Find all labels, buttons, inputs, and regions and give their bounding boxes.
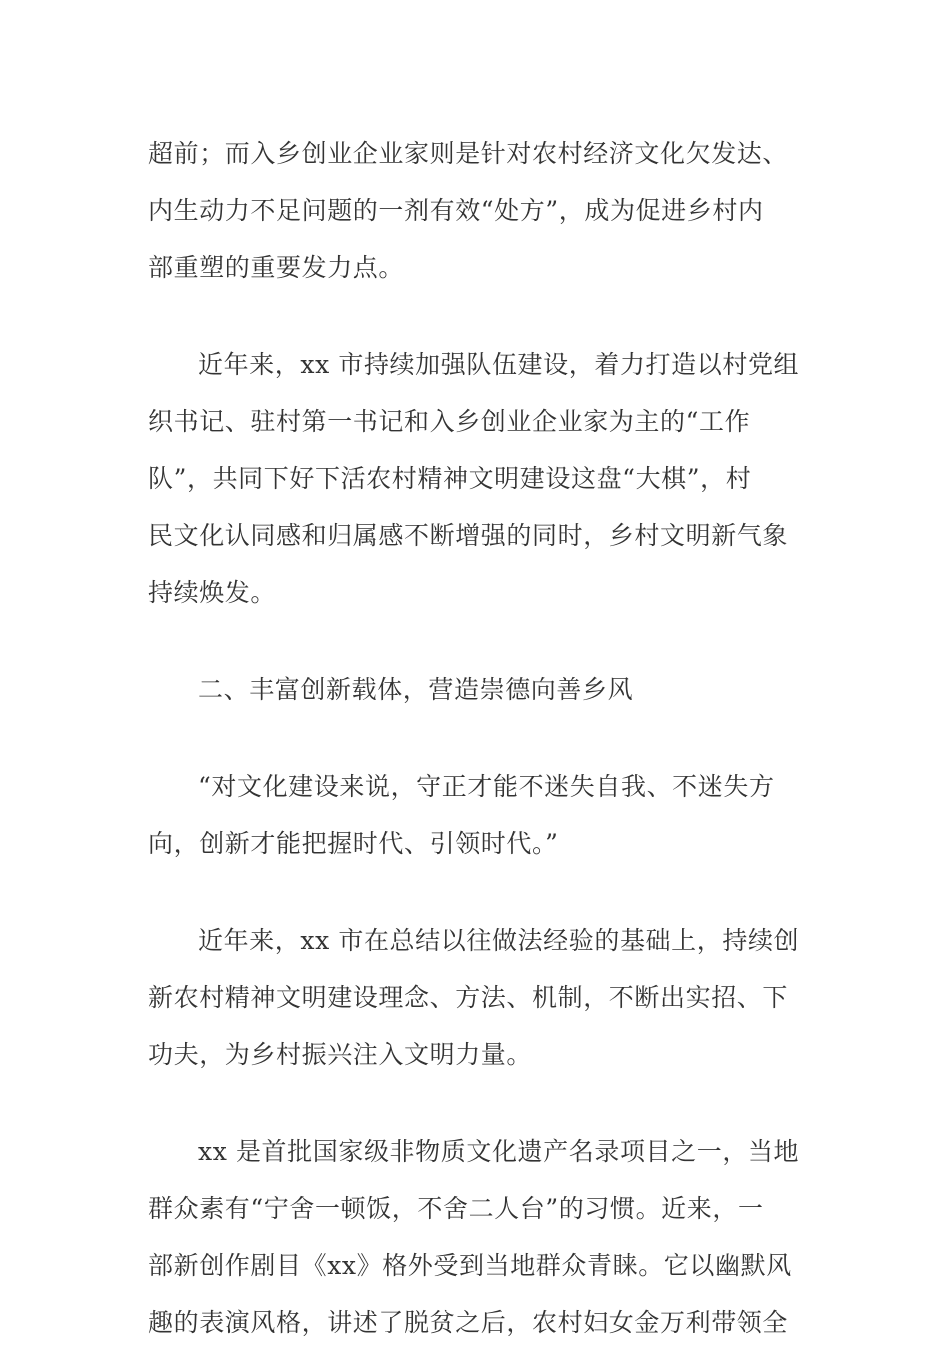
text-line: 持续焕发。 xyxy=(148,578,277,607)
text-line: 近年来，xx 市持续加强队伍建设，着力打造以村党组 xyxy=(198,350,800,379)
text-line: 新农村精神文明建设理念、方法、机制，不断出实招、下 xyxy=(148,983,789,1012)
paragraph-innovation xyxy=(148,912,798,1083)
paragraph-continuation xyxy=(148,125,798,296)
text-line: 内生动力不足问题的一剂有效“处方”，成为促进乡村内 xyxy=(148,196,764,225)
text-line: xx 是首批国家级非物质文化遗产名录项目之一，当地 xyxy=(198,1137,800,1166)
document-body xyxy=(148,125,798,1351)
text-line: 群众素有“宁舍一顿饭，不舍二人台”的习惯。近来，一 xyxy=(148,1194,764,1223)
text-line: 织书记、驻村第一书记和入乡创业企业家为主的“工作 xyxy=(148,407,751,436)
text-line: “对文化建设来说，守正才能不迷失自我、不迷失方 xyxy=(198,772,775,801)
text-line: 功夫，为乡村振兴注入文明力量。 xyxy=(148,1040,533,1069)
paragraph-quote xyxy=(148,758,798,872)
paragraph-team-building xyxy=(148,336,798,621)
section-heading xyxy=(148,661,798,718)
text-line: 向，创新才能把握时代、引领时代。” xyxy=(148,829,559,858)
text-line: 趣的表演风格，讲述了脱贫之后，农村妇女金万利带领全 xyxy=(148,1308,789,1337)
text-line: 近年来，xx 市在总结以往做法经验的基础上，持续创 xyxy=(198,926,800,955)
section-heading-text: 二、丰富创新载体，营造崇德向善乡风 xyxy=(198,675,634,704)
text-line: 超前；而入乡创业企业家则是针对农村经济文化欠发达、 xyxy=(148,139,789,168)
text-line: 队”，共同下好下活农村精神文明建设这盘“大棋”，村 xyxy=(148,464,752,493)
text-line: 部重塑的重要发力点。 xyxy=(148,253,405,282)
paragraph-heritage xyxy=(148,1123,798,1351)
text-line: 民文化认同感和归属感不断增强的同时，乡村文明新气象 xyxy=(148,521,789,550)
text-line: 部新创作剧目《xx》格外受到当地群众青睐。它以幽默风 xyxy=(148,1251,792,1280)
